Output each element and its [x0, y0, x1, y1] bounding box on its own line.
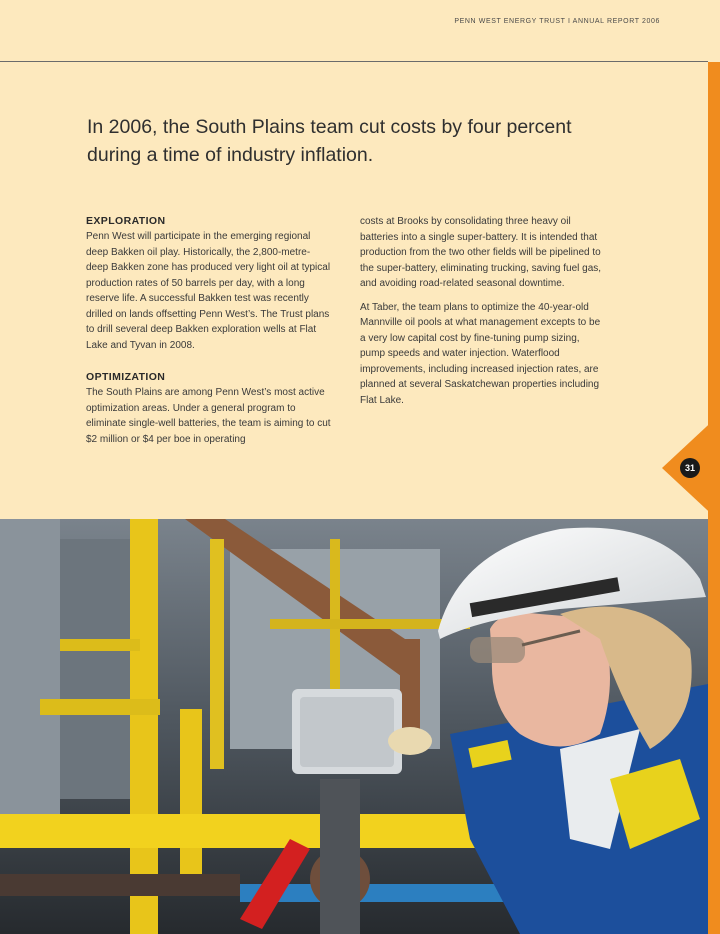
exploration-body: Penn West will participate in the emerging regional deep Bakken oil play. Historically, the 2,800-metre-deep Bakken zone has produced very light oil at typical production rates of 50 barrels per day, with a long reserve life. A successful Bakken test was recently drilled on lands offsetting Penn West’s. The Trust plans to drill several deep Bakken exploration wells at Flat Lake and Tyvan in 2008.: [86, 231, 331, 351]
optimization-heading: OPTIMIZATION: [86, 371, 166, 383]
left-column: [86, 214, 331, 447]
page-number-badge: 31: [680, 458, 700, 478]
right-column: [360, 214, 605, 408]
right-paragraph-1: costs at Brooks by consolidating three heavy oil batteries into a single super-battery. It is intended that production from the two other fields will be pipelined to the super-battery, eliminating trucking, saving fuel gas, and avoiding road-related seasonal downtime.: [360, 216, 602, 289]
header-divider: [0, 61, 708, 62]
optimization-body: The South Plains are among Penn West’s most active optimization areas. Under a general program to eliminate single-well batteries, the team is aiming to cut $2 million or $4 per boe in operating: [86, 387, 331, 445]
header-title: PENN WEST ENERGY TRUST I ANNUAL REPORT 2006: [454, 18, 660, 25]
headline: In 2006, the South Plains team cut costs by four percent during a time of industry inflation.: [87, 116, 572, 166]
right-paragraph-2: At Taber, the team plans to optimize the 40-year-old Mannville oil pools at what management excepts to be a very low capital cost by fine-tuning pump sizing, pump speeds and water injection. Waterflood improvements, including increased injection rates, are planned at several Saskatchewan properties including Flat Lake.: [360, 301, 601, 406]
worker-photo: [0, 519, 708, 934]
photo-illustration: [0, 519, 708, 934]
exploration-heading: EXPLORATION: [86, 215, 166, 227]
